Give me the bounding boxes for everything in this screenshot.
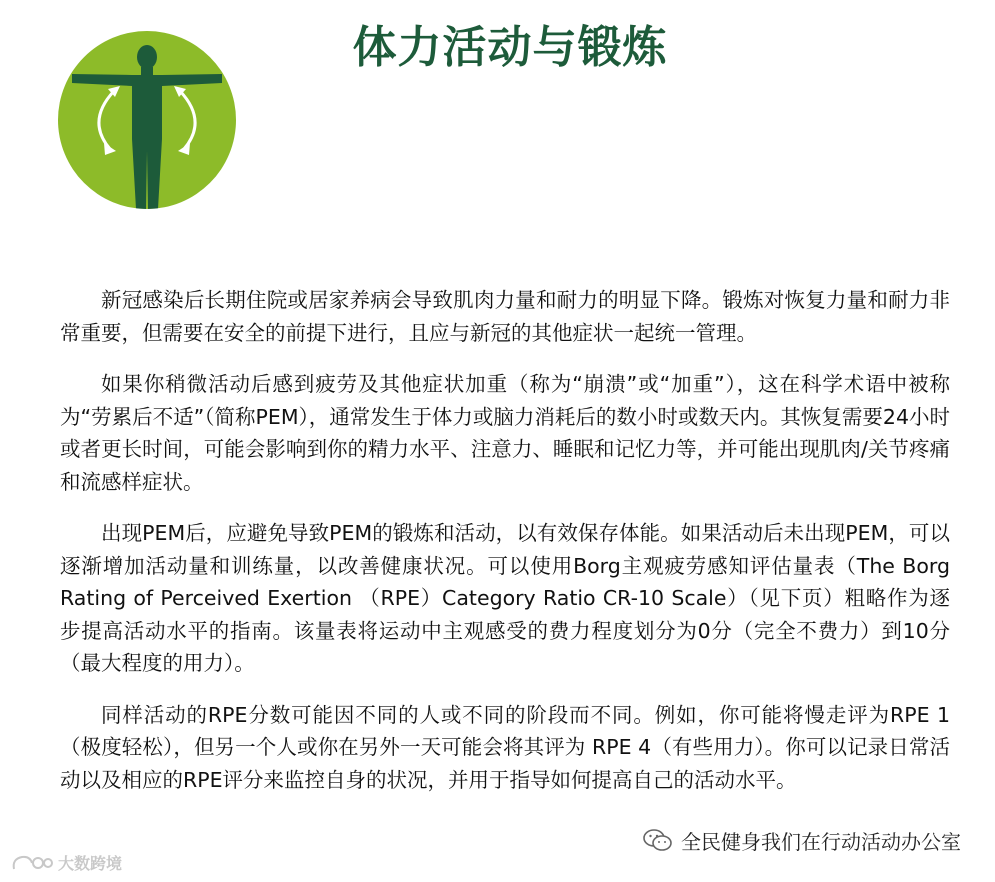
paragraph-1: 新冠感染后长期住院或居家养病会导致肌肉力量和耐力的明显下降。锻炼对恢复力量和耐力非常重要，但需要在安全的前提下进行，且应与新冠的其他症状一起统一管理。 xyxy=(60,288,950,345)
person-arms-raised-icon xyxy=(58,31,236,209)
wechat-account-watermark xyxy=(643,826,961,855)
paragraph-4: 同样活动的RPE分数可能因不同的人或不同的阶段而不同。例如，你可能将慢走评为RPE 1（极度轻松），但另一个人或你在另外一天可能会将其评为 RPE 4（有些用力）。你可以记录日常活动以及相应的RPE评分来监控自身的状况，并用于指导如何提高自己的活动水平。 xyxy=(60,702,950,792)
paragraph-3: 出现PEM后，应避免导致PEM的锻炼和活动，以有效保存体能。如果活动后未出现PEM，可以逐渐增加活动量和训练量，以改善健康状况。可以使用Borg主观疲劳感知评估量表（The Borg Rating of Perceived Exertion （RPE）Category Ratio CR-10 Scale）（见下页）粗略作为逐步提高活动水平的指南。该量表将运动中主观感受的费力程度划分为0分（完全不费力）到10分（最大程度的用力）。 xyxy=(60,521,950,675)
corner-watermark xyxy=(10,851,122,874)
brand-logo-icon xyxy=(10,853,54,873)
page-title: 体力活动与锻炼 xyxy=(352,22,668,73)
corner-watermark-text: 大数跨境 xyxy=(58,854,123,873)
account-name: 全民健身我们在行动活动办公室 xyxy=(681,830,961,854)
article-body xyxy=(60,284,950,815)
wechat-icon xyxy=(643,828,673,854)
paragraph-2: 如果你稍微活动后感到疲劳及其他症状加重（称为“崩溃”或“加重”），这在科学术语中被称为“劳累后不适”（简称PEM），通常发生于体力或脑力消耗后的数小时或数天内。其恢复需要24小时或者更长时间，可能会影响到你的精力水平、注意力、睡眠和记忆力等，并可能出现肌肉/关节疼痛和流感样症状。 xyxy=(60,372,950,494)
